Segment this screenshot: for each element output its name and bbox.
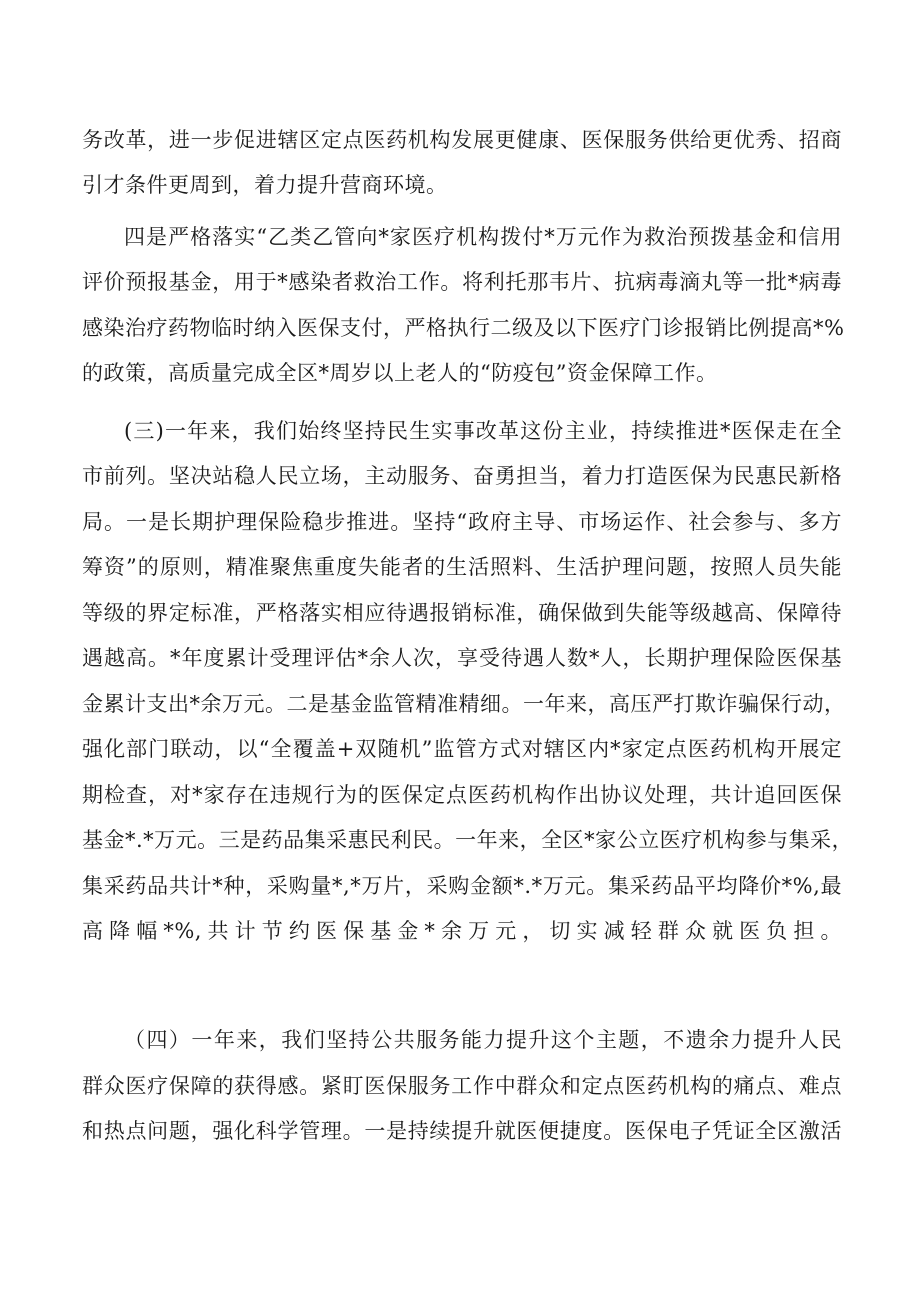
paragraph-3-line-10: 基金*.*万元。三是药品集采惠民利民。一年来，全区*家公立医疗机构参与集采， [82, 828, 854, 852]
paragraph-2-line-2: 评价预报基金，用于*感染者救治工作。将利托那韦片、抗病毒滴丸等一批*病毒 [82, 270, 842, 294]
paragraph-3-line-9: 期检查，对*家存在违规行为的医保定点医药机构作出协议处理，共计追回医保 [82, 783, 842, 807]
paragraph-2-line-3: 感染治疗药物临时纳入医保支付，严格执行二级及以下医疗门诊报销比例提高*% [82, 316, 845, 340]
paragraph-2-line-4: 的政策，高质量完成全区*周岁以上老人的“防疫包”资金保障工作。 [82, 361, 718, 385]
paragraph-4-line-1: （四）一年来，我们坚持公共服务能力提升这个主题，不遗余力提升人民 [124, 1028, 842, 1052]
paragraph-3-line-12: 高降幅*%,共计节约医保基金*余万元，切实减轻群众就医负担。 [82, 919, 842, 943]
paragraph-2-line-1: 四是严格落实“乙类乙管向*家医疗机构拨付*万元作为救治预拨基金和信用 [124, 225, 842, 249]
paragraph-3-line-5: 等级的界定标准，严格落实相应待遇报销标准，确保做到失能等级越高、保障待 [82, 601, 842, 625]
paragraph-3-line-8: 强化部门联动，以“全覆盖+双随机”监管方式对辖区内*家定点医药机构开展定 [82, 737, 842, 761]
paragraph-3-line-6: 遇越高。*年度累计受理评估*余人次，享受待遇人数*人，长期护理保险医保基 [82, 646, 842, 670]
paragraph-3-line-13 [82, 959, 842, 995]
paragraph-4-line-3: 和热点问题，强化科学管理。一是持续提升就医便捷度。医保电子凭证全区激活 [82, 1119, 842, 1143]
paragraph-3-line-2: 市前列。坚决站稳人民立场，主动服务、奋勇担当，着力打造医保为民惠民新格 [82, 464, 842, 488]
paragraph-4-line-2: 群众医疗保障的获得感。紧盯医保服务工作中群众和定点医药机构的痛点、难点 [82, 1074, 842, 1098]
paragraph-3-line-1: (三)一年来，我们始终坚持民生实事改革这份主业，持续推进*医保走在全 [124, 419, 842, 443]
paragraph-4-line-4 [82, 1158, 842, 1194]
paragraph-1-line-2: 引才条件更周到，着力提升营商环境。 [82, 173, 448, 197]
paragraph-3-line-11: 集采药品共计*种，采购量*,*万片，采购金额*.*万元。集采药品平均降价*%,最 [82, 874, 842, 898]
paragraph-1-line-1: 务改革，进一步促进辖区定点医药机构发展更健康、医保服务供给更优秀、招商 [82, 128, 842, 152]
paragraph-3-line-7: 金累计支出*余万元。二是基金监管精准精细。一年来，高压严打欺诈骗保行动， [82, 692, 846, 716]
paragraph-3-line-3: 局。一是长期护理保险稳步推进。坚持“政府主导、市场运作、社会参与、多方 [82, 510, 842, 534]
paragraph-3-line-4: 筹资”的原则，精准聚焦重度失能者的生活照料、生活护理问题，按照人员失能 [82, 555, 842, 579]
